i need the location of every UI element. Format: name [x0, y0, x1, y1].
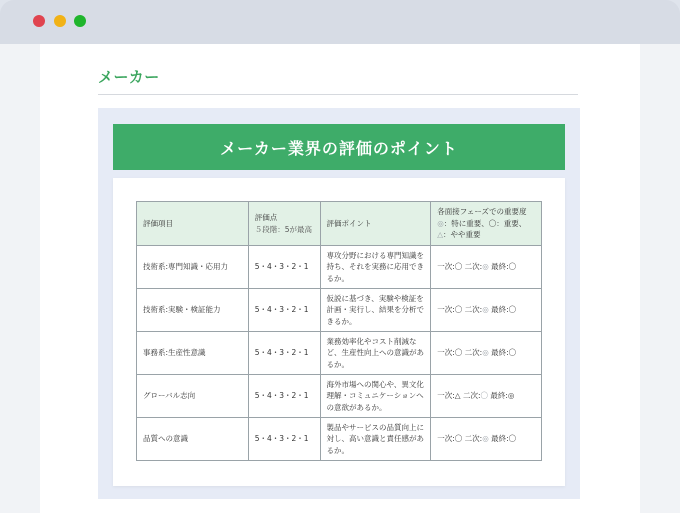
- phase-second-mark: 〇: [480, 391, 488, 401]
- cell-item: 技術系:専門知識・応用力: [137, 246, 249, 289]
- cell-score: 5・4・3・2・1: [248, 289, 320, 332]
- cell-item: グローバル志向: [137, 375, 249, 418]
- cell-score: 5・4・3・2・1: [248, 418, 320, 461]
- page-content: [40, 44, 640, 513]
- phase-second-mark: ◎: [482, 434, 489, 444]
- phase-final-label: 最終:: [488, 434, 509, 444]
- phase-first-mark: 〇: [454, 305, 463, 315]
- table-row: [137, 418, 542, 461]
- page-title: メーカー: [98, 68, 160, 86]
- close-window-button[interactable]: [33, 15, 45, 27]
- phase-second-mark: ◎: [482, 262, 489, 272]
- phase-final-label: 最終:: [488, 262, 509, 272]
- phase-first-label: 一次:: [437, 305, 455, 315]
- phase-first-label: 一次:: [437, 391, 455, 401]
- header-point: 評価ポイント: [320, 202, 431, 246]
- table-row: [137, 332, 542, 375]
- cell-item: 品質への意識: [137, 418, 249, 461]
- phase-final-label: 最終:: [488, 348, 509, 358]
- table-row: [137, 375, 542, 418]
- phase-second-label: 二次:: [462, 305, 483, 315]
- banner-title: メーカー業界の評価のポイント: [113, 124, 565, 170]
- header-score-sub: ５段階：5が最高: [254, 224, 312, 234]
- phase-final-mark: 〇: [508, 262, 517, 272]
- phase-first-mark: 〇: [454, 434, 463, 444]
- table-card: [113, 178, 565, 486]
- cell-score: 5・4・3・2・1: [248, 375, 320, 418]
- legend-text-1: ：特に重要、〇：重要、: [443, 218, 527, 228]
- legend-mark-triangle: △: [437, 230, 444, 240]
- phase-final-mark: ◎: [507, 391, 515, 401]
- header-importance: [431, 202, 542, 246]
- header-score: [248, 202, 320, 246]
- phase-second-label: 二次:: [462, 434, 483, 444]
- phase-first-label: 一次:: [437, 434, 455, 444]
- cell-item: 技術系:実験・検証能力: [137, 289, 249, 332]
- cell-point: 海外市場への関心や、異文化理解・コミュニケーションへの意欲があるか。: [320, 375, 431, 418]
- phase-second-mark: ◎: [482, 305, 489, 315]
- header-importance-label: 各面接フェーズでの重要度: [437, 207, 527, 217]
- phase-first-mark: 〇: [454, 262, 463, 272]
- header-item: 評価項目: [137, 202, 249, 246]
- phase-second-label: 二次:: [462, 262, 483, 272]
- phase-final-mark: 〇: [508, 348, 517, 358]
- table-header-row: [137, 202, 542, 246]
- table-row: [137, 289, 542, 332]
- cell-importance: [431, 289, 542, 332]
- cell-point: 製品やサービスの品質向上に対し、高い意識と責任感があるか。: [320, 418, 431, 461]
- title-divider: [98, 94, 578, 95]
- cell-point: 業務効率化やコスト削減など、生産性向上への意識があるか。: [320, 332, 431, 375]
- header-score-label: 評価点: [254, 212, 278, 222]
- window-title-bar: [0, 0, 680, 44]
- phase-second-label: 二次:: [462, 348, 483, 358]
- legend-mark-double: ◎: [437, 218, 444, 228]
- phase-final-mark: 〇: [508, 434, 517, 444]
- cell-importance: [431, 246, 542, 289]
- figure-frame: [98, 108, 580, 499]
- phase-second-label: 二次:: [460, 391, 481, 401]
- phase-second-mark: ◎: [482, 348, 489, 358]
- evaluation-table: [136, 201, 542, 461]
- phase-first-label: 一次:: [437, 348, 455, 358]
- phase-first-mark: 〇: [454, 348, 463, 358]
- cell-importance: [431, 418, 542, 461]
- phase-first-label: 一次:: [437, 262, 455, 272]
- cell-item: 事務系:生産性意識: [137, 332, 249, 375]
- phase-final-label: 最終:: [487, 391, 508, 401]
- phase-first-mark: △: [454, 391, 461, 401]
- cell-score: 5・4・3・2・1: [248, 246, 320, 289]
- phase-final-label: 最終:: [488, 305, 509, 315]
- legend-text-2: ：やや重要: [443, 230, 481, 240]
- cell-importance: [431, 375, 542, 418]
- phase-final-mark: 〇: [508, 305, 517, 315]
- cell-importance: [431, 332, 542, 375]
- cell-point: 専攻分野における専門知識を持ち、それを実務に応用できるか。: [320, 246, 431, 289]
- cell-point: 仮説に基づき、実験や検証を計画・実行し、結果を分析できるか。: [320, 289, 431, 332]
- maximize-window-button[interactable]: [74, 15, 86, 27]
- table-row: [137, 246, 542, 289]
- minimize-window-button[interactable]: [54, 15, 66, 27]
- cell-score: 5・4・3・2・1: [248, 332, 320, 375]
